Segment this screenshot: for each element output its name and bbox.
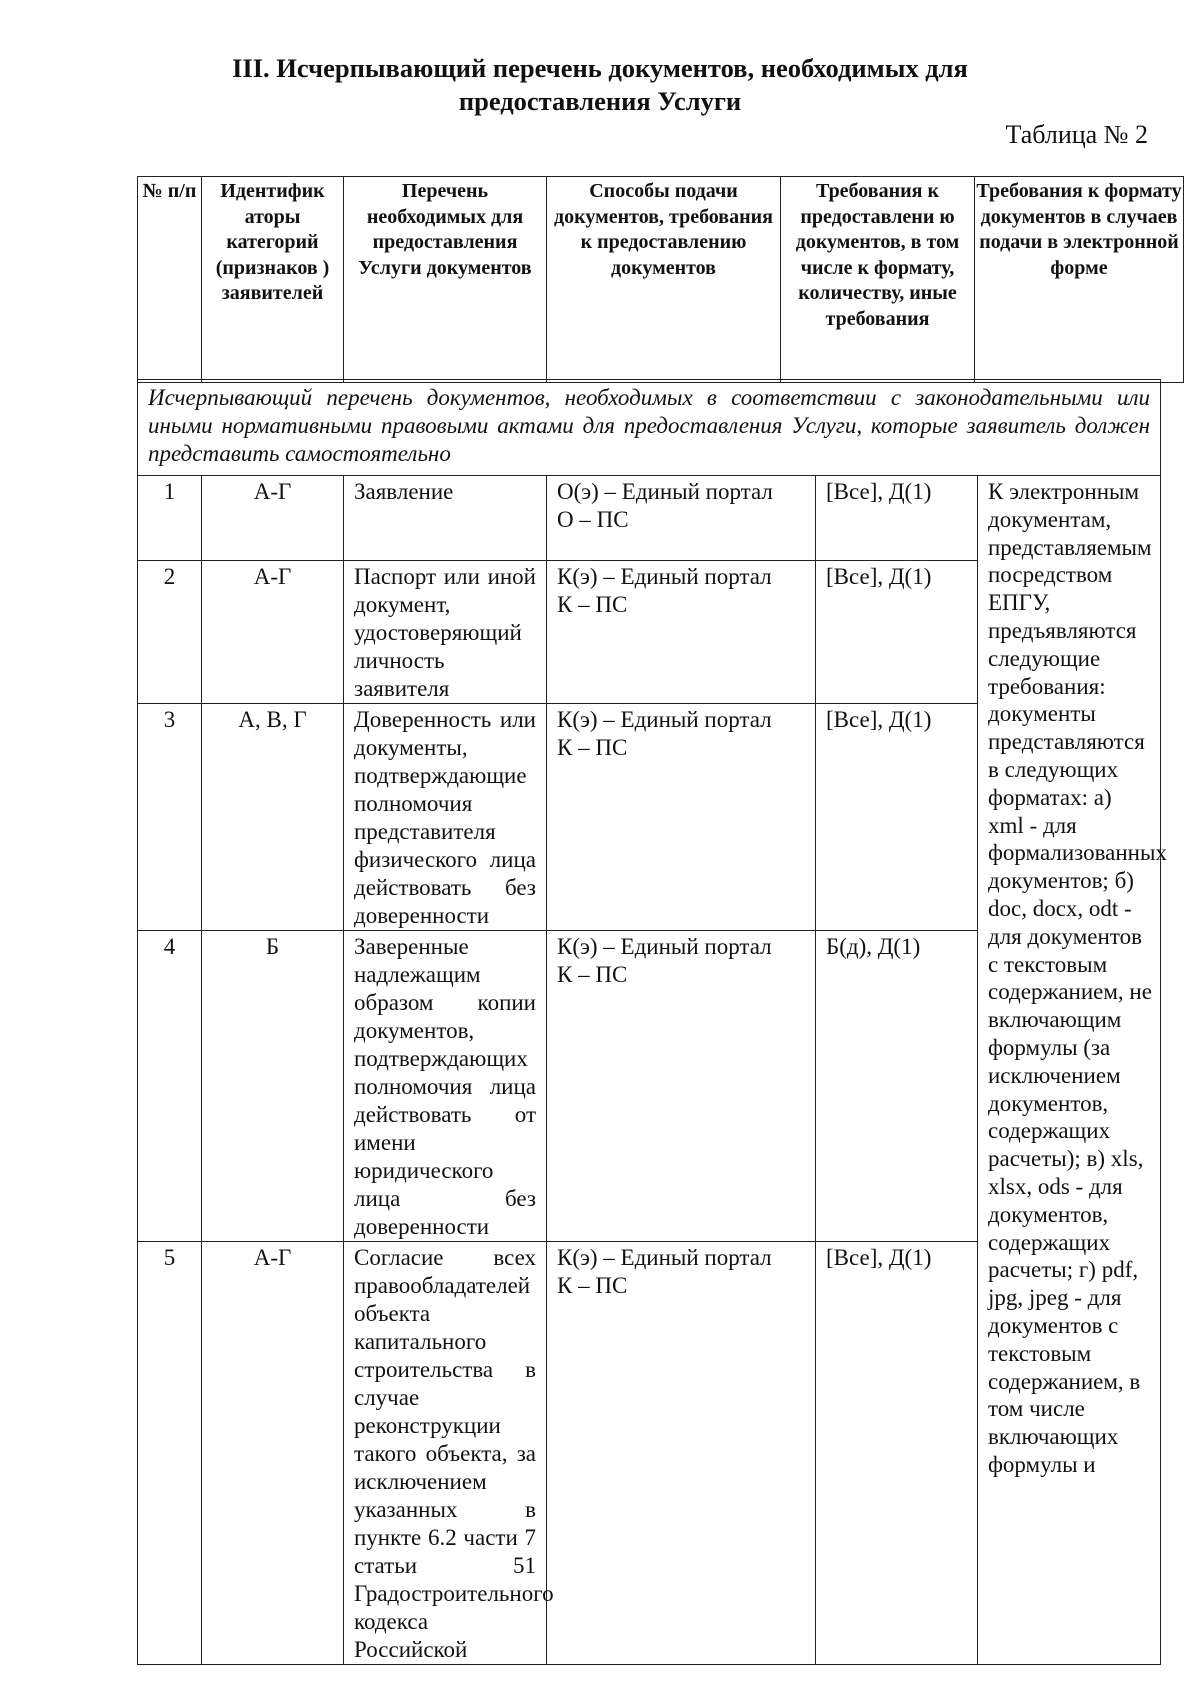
table-header: [137, 176, 1184, 383]
row-submission: К(э) – Единый портал К – ПС: [547, 561, 816, 704]
header-cell-requirements: Требования к предоставлени ю документов, в том числе к формату, количеству, иные требования: [781, 177, 975, 383]
header-cell-number: № п/п: [138, 177, 202, 383]
row-identifier: А-Г: [202, 561, 344, 704]
row-number: 3: [138, 704, 202, 931]
row-number: 4: [138, 931, 202, 1242]
row-identifier: А-Г: [202, 1242, 344, 1665]
row-document: Паспорт или иной документ, удостоверяющий личность заявителя: [344, 561, 547, 704]
row-number: 5: [138, 1242, 202, 1665]
section-title: III. Исчерпывающий перечень документов, необходимых для предоставления Услуги: [232, 53, 968, 116]
row-requirements: Б(д), Д(1): [816, 931, 978, 1242]
row-document: Доверенность или документы, подтверждающие полномочия представителя физического лица действовать без доверенности: [344, 704, 547, 931]
header-row: [138, 177, 1184, 383]
section-intro: Исчерпывающий перечень документов, необходимых в соответствии с законодательными или иными нормативными правовыми актами для предоставления Услуги, которые заявитель должен представить самостоятельно: [138, 380, 1161, 476]
header-cell-format: Требования к формату документов в случаев подачи в электронной форме: [975, 177, 1184, 383]
header-cell-documents: Перечень необходимых для предоставления Услуги документов: [344, 177, 547, 383]
row-submission: О(э) – Единый портал О – ПС: [547, 476, 816, 561]
row-submission: К(э) – Единый портал К – ПС: [547, 704, 816, 931]
row-number: 2: [138, 561, 202, 704]
documents-table: [137, 379, 1167, 1665]
row-requirements: [Все], Д(1): [816, 1242, 978, 1665]
table-row: [138, 476, 1161, 561]
row-identifier: А-Г: [202, 476, 344, 561]
section-row: [138, 380, 1161, 476]
row-identifier: А, В, Г: [202, 704, 344, 931]
table-caption: Таблица № 2: [1005, 120, 1148, 149]
row-requirements: [Все], Д(1): [816, 704, 978, 931]
row-submission: К(э) – Единый портал К – ПС: [547, 1242, 816, 1665]
format-requirements: К электронным документам, представляемым посредством ЕПГУ, предъявляются следующие требования: документы представляются в следующих форматах: а) xml - для формализованных документов; б) doc, docx, odt - для документов с текстовым содержанием, не включающим формулы (за исключением документов, содержащих расчеты); в) xls, xlsx, ods - для документов, содержащих расчеты; г) pdf, jpg, jpeg - для документов с текстовым содержанием, в том числе включающих формулы и: [978, 476, 1161, 1665]
row-number: 1: [138, 476, 202, 561]
row-submission: К(э) – Единый портал К – ПС: [547, 931, 816, 1242]
header-cell-submission: Способы подачи документов, требования к предоставлению документов: [547, 177, 781, 383]
header-cell-identifiers: Идентифик аторы категорий (признаков ) заявителей: [202, 177, 344, 383]
row-requirements: [Все], Д(1): [816, 476, 978, 561]
row-identifier: Б: [202, 931, 344, 1242]
row-requirements: [Все], Д(1): [816, 561, 978, 704]
row-document: Заявление: [344, 476, 547, 561]
row-document: Заверенные надлежащим образом копии документов, подтверждающих полномочия лица действовать от имени юридического лица без доверенности: [344, 931, 547, 1242]
row-document: Согласие всех правообладателей объекта капитального строительства в случае реконструкции такого объекта, за исключением указанных в пункте 6.2 части 7 статьи 51 Градостроительного кодекса Российской: [344, 1242, 547, 1665]
